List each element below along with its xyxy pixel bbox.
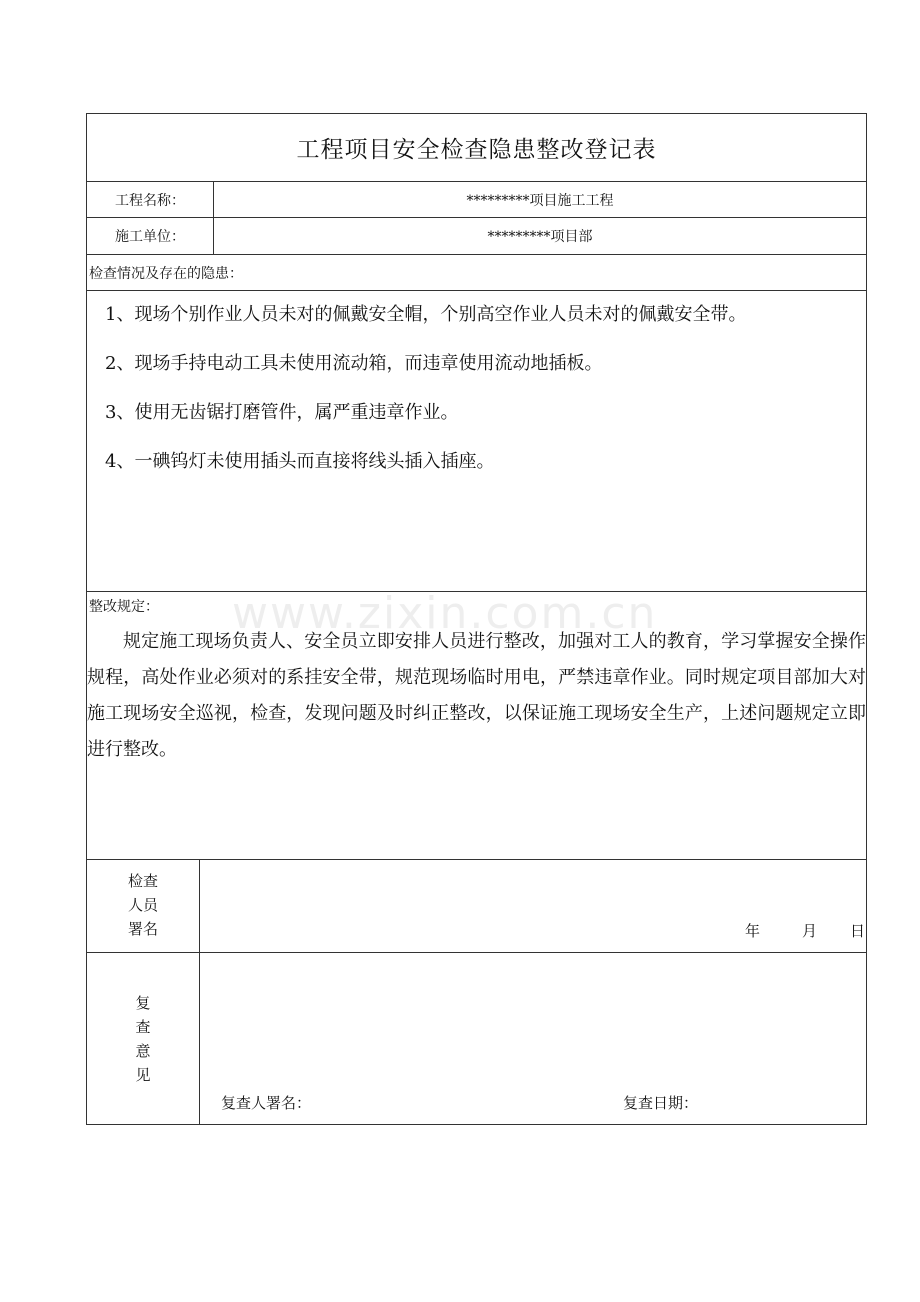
column-divider bbox=[199, 859, 200, 1125]
hazards-list bbox=[105, 304, 866, 500]
review-opinion-label bbox=[87, 952, 199, 1125]
project-name-label: 工程名称： bbox=[115, 192, 185, 209]
date-day: 日 bbox=[850, 921, 866, 940]
divider bbox=[87, 290, 866, 291]
review-label-line: 见 bbox=[135, 1065, 151, 1084]
hazard-item: 1、现场个别作业人员未对的佩戴安全帽，个别高空作业人员未对的佩戴安全带。 bbox=[105, 304, 747, 325]
hazard-item: 4、一碘钨灯未使用插头而直接将线头插入插座。 bbox=[105, 451, 495, 472]
reviewer-signature-label: 复查人署名： bbox=[221, 1093, 312, 1112]
inspector-label-line: 检查 bbox=[127, 872, 158, 890]
divider bbox=[87, 859, 866, 860]
hazard-rectification-form bbox=[86, 113, 867, 1125]
construction-unit-label: 施工单位： bbox=[115, 229, 185, 245]
project-name-value: *********项目施工工程 bbox=[466, 192, 614, 209]
inspector-signature-label bbox=[87, 859, 199, 951]
hazard-item: 2、现场手持电动工具未使用流动箱，而违章使用流动地插板。 bbox=[105, 353, 603, 374]
rectification-text: 规定施工现场负责人、安全员立即安排人员进行整改，加强对工人的教育，学习掌握安全操作规程，高处作业必须对的系挂安全带，规范现场临时用电，严禁违章作业。同时规定项目部加大对施工现场安全巡视，检查，发现问题及时纠正整改，以保证施工现场安全生产，上述问题规定立即进行整改。 bbox=[87, 631, 866, 760]
review-label-line: 复 bbox=[135, 993, 151, 1012]
date-month: 月 bbox=[802, 921, 818, 940]
hazards-label: 检查情况及存在的隐患： bbox=[89, 265, 243, 282]
divider bbox=[87, 952, 866, 953]
construction-unit-value: *********项目部 bbox=[487, 229, 593, 245]
inspector-label-line: 人员 bbox=[127, 896, 158, 914]
inspector-label-line: 署名 bbox=[127, 920, 158, 938]
hazard-item: 3、使用无齿锯打磨管件，属严重违章作业。 bbox=[105, 402, 459, 423]
review-label-line: 查 bbox=[135, 1017, 151, 1036]
date-year: 年 bbox=[745, 921, 761, 940]
form-title: 工程项目安全检查隐患整改登记表 bbox=[296, 137, 657, 163]
review-label-line: 意 bbox=[135, 1041, 151, 1060]
review-date-label: 复查日期： bbox=[623, 1093, 699, 1112]
rectification-label: 整改规定： bbox=[89, 599, 159, 615]
rectification-text-block bbox=[87, 624, 866, 768]
watermark: www.zixin.com.cn bbox=[232, 588, 658, 639]
